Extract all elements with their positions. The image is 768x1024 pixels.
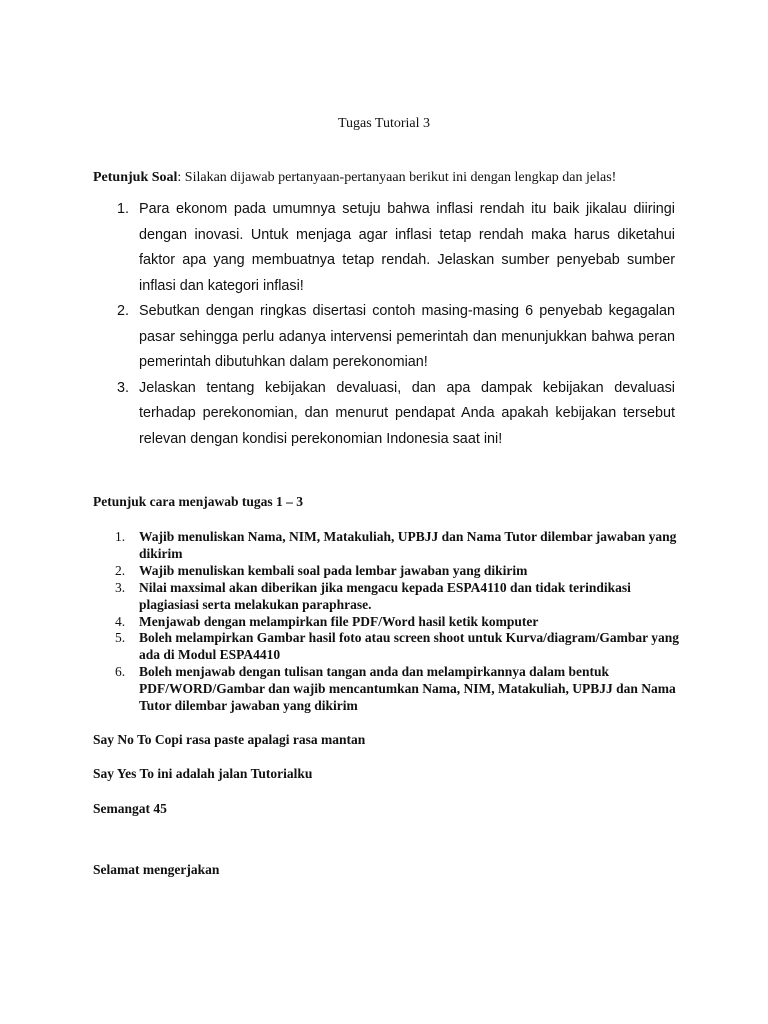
closing-line-no-copy: Say No To Copi rasa paste apalagi rasa mantan <box>93 732 366 747</box>
rule-number: 5. <box>115 630 126 646</box>
question-item <box>93 376 675 453</box>
document-title: Tugas Tutorial 3 <box>337 116 431 131</box>
question-text: Sebutkan dengan ringkas disertasi contoh masing-masing 6 penyebab kegagalan pasar sehingga perlu adanya intervensi pemerintah dan menunjukkan bahwa peran pemerintah dibutuhkan dalam perekonomian! <box>139 303 675 370</box>
rule-item <box>93 529 683 563</box>
howto-heading: Petunjuk cara menjawab tugas 1 – 3 <box>93 494 304 509</box>
rule-text: Wajib menuliskan Nama, NIM, Matakuliah, UPBJJ dan Nama Tutor dilembar jawaban yang dikirim <box>139 529 677 561</box>
rule-number: 2. <box>115 562 126 578</box>
instruction-label: Petunjuk Soal <box>93 170 178 185</box>
rule-number: 4. <box>115 613 126 629</box>
rule-number: 3. <box>115 579 126 595</box>
rule-text: Wajib menuliskan kembali soal pada lembar jawaban yang dikirim <box>139 562 528 578</box>
instruction-text: : Silakan dijawab pertanyaan-pertanyaan berikut ini dengan lengkap dan jelas! <box>177 170 617 185</box>
closing-line-selamat: Selamat mengerjakan <box>93 862 220 877</box>
rule-text: Boleh menjawab dengan tulisan tangan anda dan melampirkannya dalam bentuk PDF/WORD/Gambar dan wajib mencantumkan Nama, NIM, Matakuliah, UPBJJ dan Nama Tutor dilembar jawaban yang dikirim <box>139 664 676 714</box>
question-number: 2. <box>117 303 130 319</box>
instruction-paragraph <box>93 170 693 186</box>
question-number: 3. <box>117 379 130 396</box>
rule-item <box>93 664 683 715</box>
rule-item <box>93 614 683 631</box>
question-list <box>93 197 675 452</box>
rule-text: Nilai maxsimal akan diberikan jika mengacu kepada ESPA4110 dan tidak terindikasi plagiasiasi serta melakukan paraphrase. <box>139 579 631 612</box>
question-item <box>93 299 675 376</box>
rule-item <box>93 563 683 580</box>
rule-number: 1. <box>115 529 126 544</box>
closing-line-yes: Say Yes To ini adalah jalan Tutorialku <box>93 766 313 781</box>
rule-text: Boleh melampirkan Gambar hasil foto atau screen shoot untuk Kurva/diagram/Gambar yang ada di Modul ESPA4410 <box>139 630 680 663</box>
rule-item <box>93 630 683 664</box>
rule-number: 6. <box>115 664 126 680</box>
rule-text: Menjawab dengan melampirkan file PDF/Word hasil ketik komputer <box>139 613 539 629</box>
question-item <box>93 197 675 299</box>
question-number: 1. <box>117 201 130 217</box>
rules-list <box>93 529 683 715</box>
closing-line-semangat: Semangat 45 <box>93 801 167 816</box>
question-text: Jelaskan tentang kebijakan devaluasi, dan apa dampak kebijakan devaluasi terhadap perekonomian, dan menurut pendapat Anda apakah kebijakan tersebut relevan dengan kondisi perekonomian Indonesia saat ini! <box>139 379 675 447</box>
rule-item <box>93 580 683 614</box>
question-text: Para ekonom pada umumnya setuju bahwa inflasi rendah itu baik jikalau diiringi dengan inovasi. Untuk menjaga agar inflasi tetap rendah maka harus diketahui faktor apa yang membuatnya tetap rendah. Jelaskan sumber penyebab sumber inflasi dan kategori inflasi! <box>139 201 675 294</box>
